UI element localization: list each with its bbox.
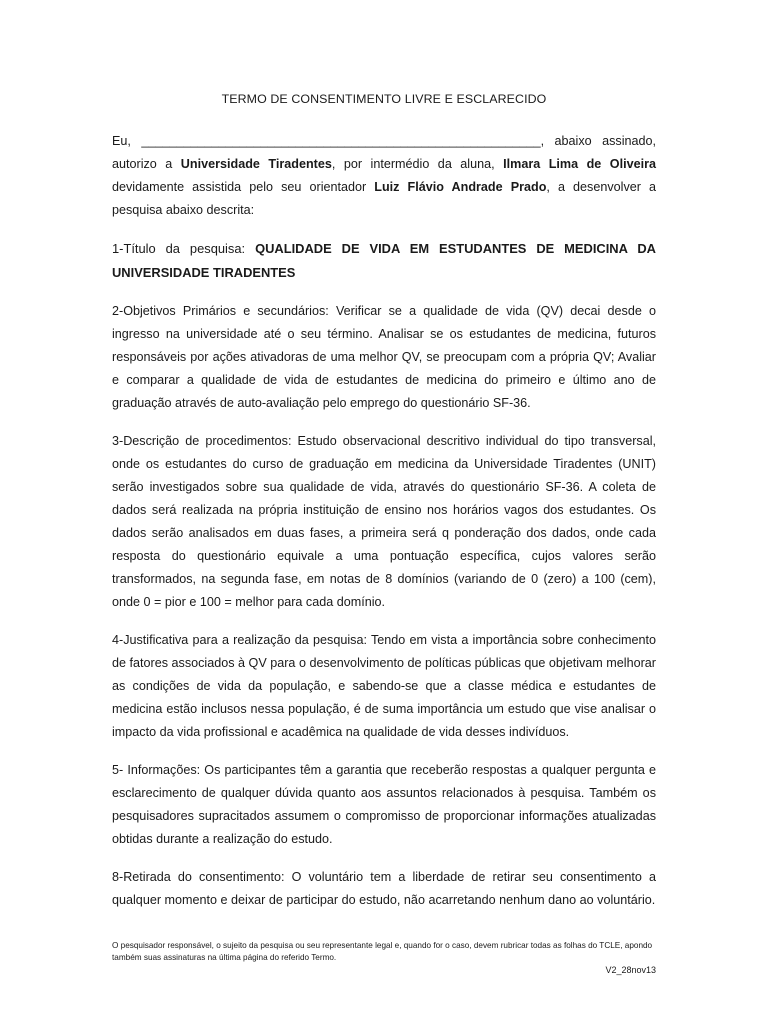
- intro-eu: Eu,: [112, 134, 131, 148]
- name-blank-line: _________________________________________________________,: [141, 134, 545, 148]
- document-title: TERMO DE CONSENTIMENTO LIVRE E ESCLARECIDO: [221, 92, 547, 106]
- version-label: V2_28nov13: [605, 965, 656, 975]
- intro-end: , a desenvolver a pesquisa abaixo descrita:: [112, 180, 657, 217]
- footer-note: O pesquisador responsável, o sujeito da pesquisa ou seu representante legal e, quando for o caso, devem rubricar todas as folhas do TCLE, apondo também suas assinaturas na última página do referido Termo.: [112, 941, 653, 962]
- intro-mid2: devidamente assistida pelo seu orientador: [112, 180, 367, 194]
- consent-withdrawal-paragraph: 8-Retirada do consentimento: O voluntário tem a liberdade de retirar seu consentimento a qualquer momento e deixar de participar do estudo, não acarretando nenhum dano ao voluntário.: [112, 870, 656, 907]
- advisor-name: Luiz Flávio Andrade Prado: [374, 180, 547, 194]
- objectives-paragraph: 2-Objetivos Primários e secundários: Verificar se a qualidade de vida (QV) decai desde o ingresso na universidade até o seu término. Analisar se os estudantes de medicina, futuros responsáveis por ações ativadoras de uma melhor QV, se preocupam com a própria QV; Avaliar e comparar a qualidade de vida de estudantes de medicina do primeiro e último ano de graduação através de auto-avaliação pelo emprego do questionário SF-36.: [112, 304, 656, 410]
- intro-paragraph: [112, 130, 656, 222]
- student-name: Ilmara Lima de Oliveira: [503, 157, 656, 171]
- justification-paragraph: 4-Justificativa para a realização da pesquisa: Tendo em vista a importância sobre conhecimento de fatores associados à QV para o desenvolvimento de políticas públicas que objetivam melhorar as condições de vida da população, e sabendo-se que a classe médica e estudantes de medicina estão inclusos nessa população, é de suma importância um estudo que vise analisar o impacto da vida profissional e acadêmica na qualidade de vida desses indivíduos.: [112, 633, 656, 739]
- intro-mid1: , por intermédio da aluna,: [331, 157, 495, 171]
- procedures-paragraph: 3-Descrição de procedimentos: Estudo observacional descritivo individual do tipo transversal, onde os estudantes do curso de graduação em medicina da Universidade Tiradentes (UNIT) serão investigados sobre sua qualidade de vida, através do questionário SF-36. A coleta de dados será realizada na própria instituição de ensino nos horários vagos dos estudantes. Os dados serão analisados em duas fases, a primeira será q ponderação dos dados, onde cada resposta do questionário equivale a uma pontuação específica, cujos valores serão transformados, na segunda fase, em notas de 8 domínios (variando de 0 (zero) a 100 (cem), onde 0 = pior e 100 = melhor para cada domínio.: [112, 434, 656, 609]
- research-title-label: 1-Título da pesquisa:: [112, 241, 246, 256]
- information-paragraph: 5- Informações: Os participantes têm a garantia que receberão respostas a qualquer pergunta e esclarecimento de qualquer dúvida quanto aos assuntos relacionados à pesquisa. Também os pesquisadores supracitados assumem o compromisso de proporcionar informações atualizadas obtidas durante a realização do estudo.: [112, 763, 656, 846]
- research-title-value: QUALIDADE DE VIDA EM ESTUDANTES DE MEDICINA DA UNIVERSIDADE TIRADENTES: [112, 241, 656, 280]
- research-title-paragraph: [112, 237, 656, 285]
- university-name: Universidade Tiradentes: [180, 157, 332, 171]
- intro-after-blank: abaixo assinado, autorizo a: [112, 134, 657, 171]
